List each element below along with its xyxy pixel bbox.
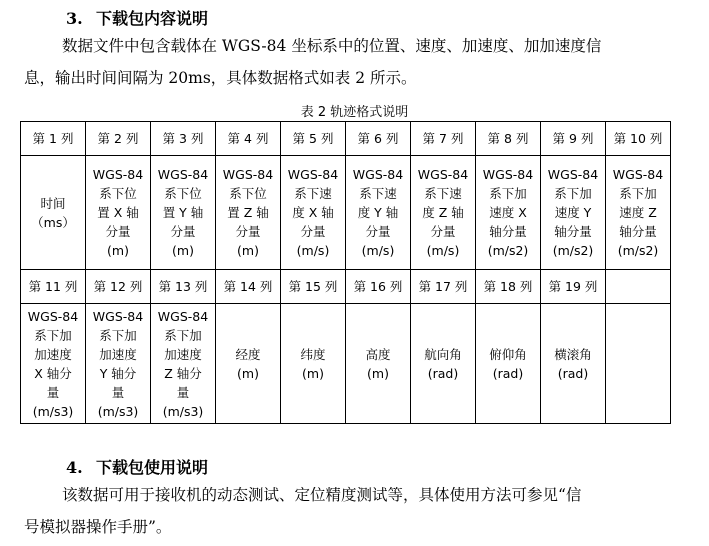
- section-3-paragraph-line-2: 息，输出时间间隔为 20ms，具体数据格式如表 2 所示。: [24, 69, 417, 87]
- trajectory-format-table: [20, 121, 671, 424]
- header-cell: 第 3 列: [151, 122, 216, 156]
- header-cell: 第 16 列: [346, 270, 411, 304]
- content-cell: WGS-84 系下加 加速度 Y 轴分 量 (m/s3): [86, 304, 151, 424]
- header-cell: 第 7 列: [411, 122, 476, 156]
- content-cell: WGS-84 系下速 度 X 轴 分量 (m/s): [281, 156, 346, 270]
- header-cell: 第 8 列: [476, 122, 541, 156]
- header-cell: 第 6 列: [346, 122, 411, 156]
- content-cell: WGS-84 系下加 速度 X 轴分量 (m/s2): [476, 156, 541, 270]
- header-cell: 第 4 列: [216, 122, 281, 156]
- content-cell: WGS-84 系下位 置 Z 轴 分量 (m): [216, 156, 281, 270]
- content-cell: WGS-84 系下速 度 Y 轴 分量 (m/s): [346, 156, 411, 270]
- content-cell: WGS-84 系下加 速度 Y 轴分量 (m/s2): [541, 156, 606, 270]
- header-cell: 第 2 列: [86, 122, 151, 156]
- header-cell: 第 18 列: [476, 270, 541, 304]
- content-cell: WGS-84 系下加 加速度 X 轴分 量 (m/s3): [21, 304, 86, 424]
- content-cell: WGS-84 系下位 置 X 轴 分量 (m): [86, 156, 151, 270]
- section-4-title: 下载包使用说明: [96, 458, 209, 477]
- content-cell: 高度 (m): [346, 304, 411, 424]
- header-cell: 第 5 列: [281, 122, 346, 156]
- table-content-row-1: [21, 156, 671, 270]
- header-cell: 第 9 列: [541, 122, 606, 156]
- header-cell: 第 10 列: [606, 122, 671, 156]
- content-cell: 经度 (m): [216, 304, 281, 424]
- header-cell: 第 12 列: [86, 270, 151, 304]
- header-cell: 第 11 列: [21, 270, 86, 304]
- content-cell-empty: [606, 304, 671, 424]
- table-content-row-2: [21, 304, 671, 424]
- content-cell: WGS-84 系下速 度 Z 轴 分量 (m/s): [411, 156, 476, 270]
- table-header-row-1: [21, 122, 671, 156]
- section-3-heading: [66, 6, 208, 29]
- content-cell: 横滚角 (rad): [541, 304, 606, 424]
- content-cell: 时间 （ms）: [21, 156, 86, 270]
- section-3-paragraph: [24, 30, 684, 94]
- table-caption: 表 2 轨迹格式说明: [300, 105, 409, 120]
- content-cell: 航向角 (rad): [411, 304, 476, 424]
- section-3-title: 下载包内容说明: [96, 9, 209, 28]
- content-cell: WGS-84 系下加 速度 Z 轴分量 (m/s2): [606, 156, 671, 270]
- content-cell: 纬度 (m): [281, 304, 346, 424]
- header-cell: 第 14 列: [216, 270, 281, 304]
- header-cell: 第 13 列: [151, 270, 216, 304]
- section-4-paragraph-line-1: 该数据可用于接收机的动态测试、定位精度测试等，具体使用方法可参见“信: [62, 486, 582, 504]
- header-cell: 第 1 列: [21, 122, 86, 156]
- table-header-row-2: [21, 270, 671, 304]
- header-cell: 第 19 列: [541, 270, 606, 304]
- header-cell-empty: [606, 270, 671, 304]
- content-cell: WGS-84 系下加 加速度 Z 轴分 量 (m/s3): [151, 304, 216, 424]
- section-3-paragraph-line-1: 数据文件中包含载体在 WGS-84 坐标系中的位置、速度、加速度、加加速度信: [62, 37, 602, 55]
- section-4-heading: [66, 455, 208, 478]
- content-cell: WGS-84 系下位 置 Y 轴 分量 (m): [151, 156, 216, 270]
- content-cell: 俯仰角 (rad): [476, 304, 541, 424]
- header-cell: 第 15 列: [281, 270, 346, 304]
- header-cell: 第 17 列: [411, 270, 476, 304]
- section-4-paragraph-line-2: 号模拟器操作手册”。: [24, 518, 172, 536]
- section-4-paragraph: [24, 479, 684, 543]
- section-3-number: 3.: [66, 9, 83, 28]
- section-4-number: 4.: [66, 458, 83, 477]
